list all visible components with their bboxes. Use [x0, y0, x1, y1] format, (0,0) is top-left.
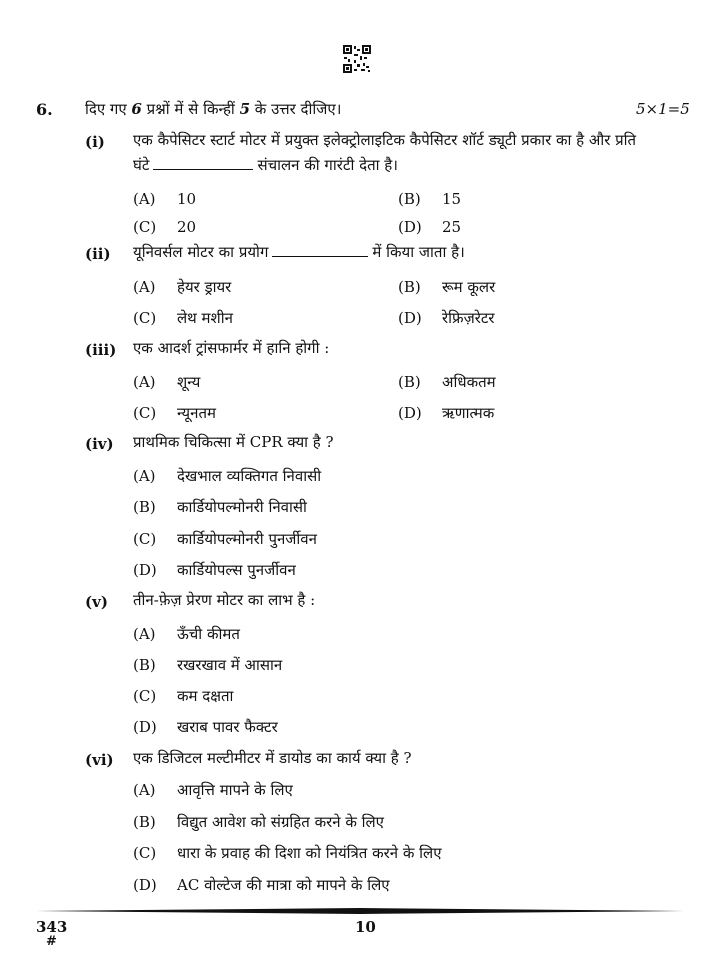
part-stem: प्राथमिक चिकित्सा में CPR क्या है ? [133, 433, 334, 451]
option: (D) 25 [398, 218, 462, 236]
option: (A) देखभाल व्यक्तिगत निवासी [133, 467, 322, 485]
option: (D) कार्डियोपल्स पुनर्जीवन [133, 561, 296, 579]
part-label: (iv) [85, 435, 114, 453]
fill-blank [272, 256, 368, 257]
option: (A) हेयर ड्रायर [133, 278, 232, 296]
option: (B) रखरखाव में आसान [133, 656, 283, 674]
option: (D) ऋणात्मक [398, 404, 495, 422]
option: (C) कार्डियोपल्मोनरी पुनर्जीवन [133, 530, 317, 548]
option: (C) कम दक्षता [133, 687, 234, 705]
part-label: (iii) [85, 341, 117, 359]
option: (A) 10 [133, 190, 197, 208]
part-stem: एक डिजिटल मल्टीमीटर में डायोड का कार्य क्या है ? [133, 749, 412, 767]
option: (C) न्यूनतम [133, 404, 216, 422]
part-stem: एक आदर्श ट्रांसफार्मर में हानि होगी : [133, 339, 330, 357]
page-number: 10 [355, 918, 376, 936]
option: (C) लेथ मशीन [133, 309, 233, 327]
option: (C) धारा के प्रवाह की दिशा को नियंत्रित करने के लिए [133, 844, 442, 862]
part-stem: एक कैपेसिटर स्टार्ट मोटर में प्रयुक्त इलेक्ट्रोलाइटिक कैपेसिटर शॉर्ट ड्यूटी प्रकार का है और प्रति घंटे संचालन की गारंटी देता है। [133, 131, 637, 174]
part-label: (v) [85, 593, 108, 611]
marks-allocation: 5×1=5 [636, 100, 690, 118]
option: (C) 20 [133, 218, 197, 236]
hash-mark: # [46, 934, 57, 949]
option: (A) आवृत्ति मापने के लिए [133, 781, 293, 799]
qr-code-icon [342, 44, 372, 74]
option: (B) कार्डियोपल्मोनरी निवासी [133, 498, 307, 516]
option: (A) शून्य [133, 373, 201, 391]
part-stem: यूनिवर्सल मोटर का प्रयोग में किया जाता है। [133, 243, 465, 261]
fill-blank [153, 169, 253, 170]
option: (B) रूम कूलर [398, 278, 496, 296]
option: (A) ऊँची कीमत [133, 625, 240, 643]
part-label: (i) [85, 133, 105, 151]
part-stem: तीन-फ़ेज़ प्रेरण मोटर का लाभ है : [133, 591, 316, 609]
part-label: (ii) [85, 245, 111, 263]
option: (B) अधिकतम [398, 373, 496, 391]
question-instruction: दिए गए 6 प्रश्नों में से किन्हीं 5 के उत्तर दीजिए। [85, 100, 342, 118]
option: (D) AC वोल्टेज की मात्रा को मापने के लिए [133, 876, 390, 894]
footer-rule [36, 907, 684, 915]
option: (D) रेफ्रिज़रेटर [398, 309, 495, 327]
option: (B) 15 [398, 190, 462, 208]
question-number: 6. [36, 100, 53, 119]
option: (B) विद्युत आवेश को संग्रहित करने के लिए [133, 813, 384, 831]
option: (D) खराब पावर फैक्टर [133, 718, 278, 736]
paper-code: 343 [36, 918, 68, 936]
part-label: (vi) [85, 751, 114, 769]
